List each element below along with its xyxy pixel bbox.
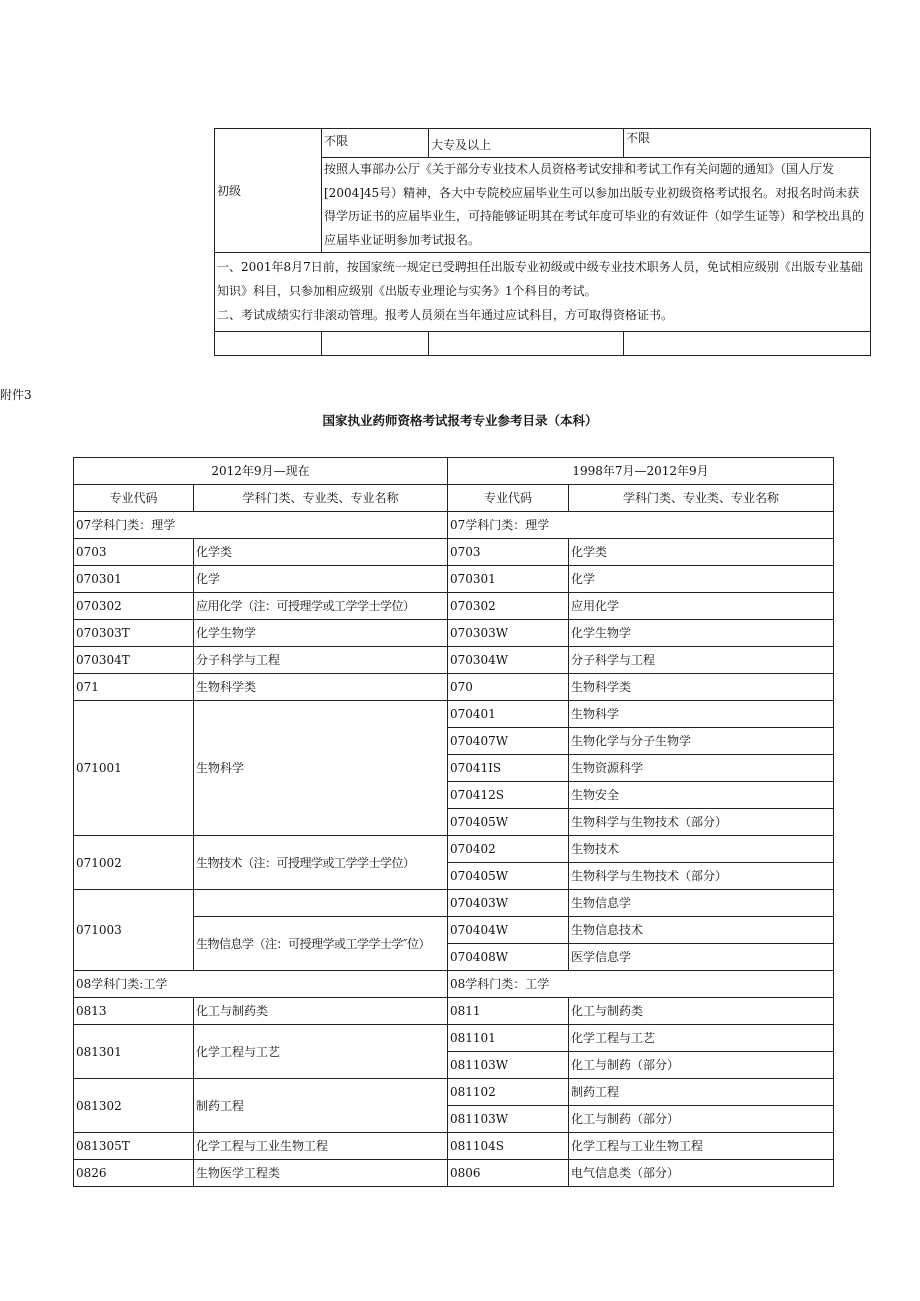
code-cell: 070301 (448, 566, 569, 593)
code-cell: 070408W (448, 944, 569, 971)
name-cell: 化学 (569, 566, 834, 593)
note-2: 二、考试成绩实行非滚动管理。报考人员须在当年通过应试科目，方可取得资格证书。 (217, 308, 674, 322)
table-row (74, 539, 834, 566)
section-header: 08学科门类:工学 (74, 971, 448, 998)
name-cell: 生物技术（注：可授理学或工学学士学位） (194, 836, 448, 890)
name-cell: 生物医学工程类 (194, 1160, 448, 1187)
name-cell: 化学工程与工艺 (569, 1025, 834, 1052)
name-cell: 生物科学与生物技术（部分） (569, 809, 834, 836)
code-cell: 0806 (448, 1160, 569, 1187)
name-cell: 化学工程与工业生物工程 (569, 1133, 834, 1160)
empty-cell (194, 890, 448, 917)
code-cell: 070303T (74, 620, 194, 647)
note-1: 一、2001年8月7日前，按国家统一规定已受聘担任出版专业初级或中级专业技术职务人员，免试相应级别《出版专业基础知识》科目，只参加相应级别《出版专业理论与实务》1个科目的考试。 (217, 260, 863, 298)
name-cell: 化学类 (194, 539, 448, 566)
name-cell: 化工与制药类 (569, 998, 834, 1025)
period-old-header: 1998年7月—2012年9月 (448, 458, 834, 485)
code-cell: 081101 (448, 1025, 569, 1052)
code-cell: 081103W (448, 1106, 569, 1133)
name-cell: 医学信息学 (569, 944, 834, 971)
major-catalog-table (73, 457, 834, 1187)
code-cell: 070405W (448, 863, 569, 890)
name-cell: 化学类 (569, 539, 834, 566)
name-cell: 化工与制药（部分） (569, 1052, 834, 1079)
name-cell: 生物科学与生物技术（部分） (569, 863, 834, 890)
experience-requirement-cell: 不限 (624, 129, 871, 158)
column-header-code: 专业代码 (448, 485, 569, 512)
code-cell: 070412S (448, 782, 569, 809)
name-cell: 化学工程与工艺 (194, 1025, 448, 1079)
empty-cell (215, 332, 322, 356)
name-cell: 生物技术 (569, 836, 834, 863)
name-cell: 生物科学 (194, 701, 448, 836)
code-cell: 07041IS (448, 755, 569, 782)
section-header: 07学科门类：理学 (74, 512, 448, 539)
code-cell: 0703 (74, 539, 194, 566)
code-cell: 081302 (74, 1079, 194, 1133)
name-cell: 应用化学（注：可授理学或工学学士学位） (194, 593, 448, 620)
table-row (74, 566, 834, 593)
level-cell: 初级 (215, 129, 322, 253)
table-row (74, 701, 834, 728)
code-cell: 0703 (448, 539, 569, 566)
code-cell: 070 (448, 674, 569, 701)
name-cell: 化学 (194, 566, 448, 593)
code-cell: 071 (74, 674, 194, 701)
code-cell: 0826 (74, 1160, 194, 1187)
name-cell: 生物信息技术 (569, 917, 834, 944)
section-header: 08学科门类：工学 (448, 971, 834, 998)
education-requirement-cell: 大专及以上 (429, 129, 624, 158)
name-cell: 制药工程 (569, 1079, 834, 1106)
code-cell: 070405W (448, 809, 569, 836)
table-row (74, 1133, 834, 1160)
table-row (74, 1079, 834, 1106)
table-row (74, 1160, 834, 1187)
name-cell: 化工与制药（部分） (569, 1106, 834, 1133)
name-cell: 化工与制药类 (194, 998, 448, 1025)
column-header-name: 学科门类、专业类、专业名称 (569, 485, 834, 512)
name-cell: 化学生物学 (569, 620, 834, 647)
code-cell: 070301 (74, 566, 194, 593)
name-cell: 生物化学与分子生物学 (569, 728, 834, 755)
code-cell: 070302 (448, 593, 569, 620)
column-header-name: 学科门类、专业类、专业名称 (194, 485, 448, 512)
name-cell: 生物资源科学 (569, 755, 834, 782)
code-cell: 071003 (74, 890, 194, 971)
annex-label: 附件3 (0, 388, 32, 402)
name-cell: 分子科学与工程 (194, 647, 448, 674)
code-cell: 0813 (74, 998, 194, 1025)
table-row (74, 890, 834, 917)
name-cell: 电气信息类（部分） (569, 1160, 834, 1187)
code-cell: 081104S (448, 1133, 569, 1160)
code-cell: 070303W (448, 620, 569, 647)
name-cell: 制药工程 (194, 1079, 448, 1133)
notes-cell (215, 253, 871, 332)
table-row (74, 674, 834, 701)
empty-cell (624, 332, 871, 356)
code-cell: 070304T (74, 647, 194, 674)
code-cell: 070302 (74, 593, 194, 620)
table-row (74, 620, 834, 647)
section-header: 07学科门类：理学 (448, 512, 834, 539)
table-row (74, 1025, 834, 1052)
name-cell: 生物科学类 (194, 674, 448, 701)
code-cell: 070304W (448, 647, 569, 674)
empty-cell (322, 332, 429, 356)
age-requirement-cell: 不限 (322, 129, 429, 158)
page-title: 国家执业药师资格考试报考专业参考目录（本科） (322, 413, 598, 428)
code-cell: 081102 (448, 1079, 569, 1106)
code-cell: 071001 (74, 701, 194, 836)
code-cell: 0811 (448, 998, 569, 1025)
code-cell: 071002 (74, 836, 194, 890)
name-cell: 生物科学类 (569, 674, 834, 701)
name-cell: 应用化学 (569, 593, 834, 620)
name-cell: 生物安全 (569, 782, 834, 809)
table-row (74, 647, 834, 674)
table-row (74, 836, 834, 863)
table-row (74, 998, 834, 1025)
code-cell: 081301 (74, 1025, 194, 1079)
code-cell: 081103W (448, 1052, 569, 1079)
empty-cell (429, 332, 624, 356)
name-cell: 化学工程与工业生物工程 (194, 1133, 448, 1160)
name-cell: 化学生物学 (194, 620, 448, 647)
code-cell: 070403W (448, 890, 569, 917)
name-cell: 生物科学 (569, 701, 834, 728)
name-cell: 生物信息学（注：可授理学或工学学士学″位） (194, 917, 448, 971)
table-row (74, 593, 834, 620)
code-cell: 081305T (74, 1133, 194, 1160)
code-cell: 070407W (448, 728, 569, 755)
code-cell: 070401 (448, 701, 569, 728)
name-cell: 生物信息学 (569, 890, 834, 917)
column-header-code: 专业代码 (74, 485, 194, 512)
code-cell: 070404W (448, 917, 569, 944)
name-cell: 分子科学与工程 (569, 647, 834, 674)
qualification-table (214, 128, 871, 356)
period-new-header: 2012年9月—现在 (74, 458, 448, 485)
notice-cell: 按照人事部办公厅《关于部分专业技术人员资格考试安排和考试工作有关问题的通知》（国人厅发[2004]45号）精神，各大中专院校应届毕业生可以参加出版专业初级资格考试报名。对报名时尚未获得学历证书的应届毕业生，可持能够证明其在考试年度可毕业的有效证件（如学生证等）和学校出具的应届毕业证明参加考试报名。 (322, 158, 871, 253)
code-cell: 070402 (448, 836, 569, 863)
